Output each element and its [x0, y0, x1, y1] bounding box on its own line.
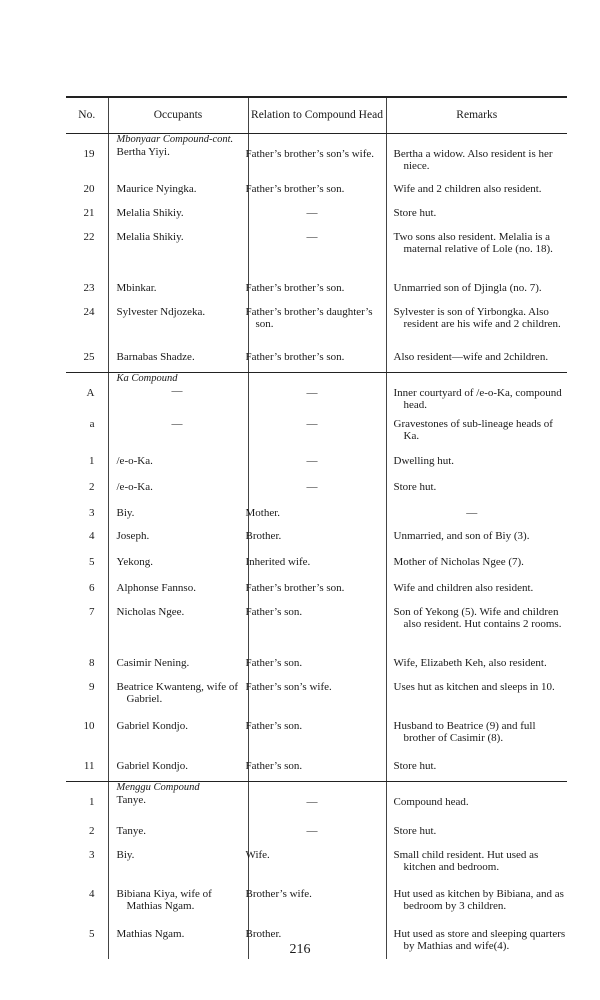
header-occupants: Occupants [108, 97, 248, 133]
cell-no: 7 [89, 606, 95, 618]
cell-occupant [108, 524, 248, 550]
cell-occupant [108, 133, 248, 177]
cell-no: 21 [83, 207, 95, 219]
occupant-name: Melalia Shikiy. [116, 231, 184, 243]
cell-occupant [108, 600, 248, 651]
table-row [66, 524, 567, 550]
cell-no: 3 [89, 849, 95, 861]
cell-relation: — [248, 819, 386, 843]
cell-no: 5 [89, 928, 95, 940]
cell-no: 1 [89, 455, 95, 467]
cell-relation: Father’s brother’s son. [248, 177, 386, 201]
cell-occupant [108, 449, 248, 475]
occupant-name: Casimir Nening. [116, 657, 190, 669]
table-row [66, 882, 567, 922]
cell-occupant [108, 276, 248, 300]
cell-relation: Brother. [248, 922, 386, 959]
occupant-name: Mathias Ngam. [116, 928, 185, 940]
occupant-name: Melalia Shikiy. [116, 207, 184, 219]
table-row [66, 412, 567, 449]
compound-section-title: Ka Compound [116, 372, 178, 384]
cell-relation: Father’s son’s wife. [248, 675, 386, 714]
cell-occupant [108, 300, 248, 345]
cell-no: 4 [89, 530, 95, 542]
table-row [66, 843, 567, 882]
cell-remarks: Two sons also resident. Melalia is a maternal relative of Lole (no. 18). [386, 225, 567, 276]
cell-relation: Father’s brother’s son’s wife. [248, 133, 386, 177]
cell-relation: — [248, 372, 386, 412]
cell-no: 8 [89, 657, 95, 669]
cell-relation: — [248, 225, 386, 276]
table-row [66, 550, 567, 576]
occupant-name: /e-o-Ka. [116, 481, 153, 493]
cell-relation: Father’s brother’s son. [248, 276, 386, 300]
cell-no: 5 [89, 556, 95, 568]
occupant-name: Barnabas Shadze. [116, 351, 195, 363]
cell-relation: — [248, 781, 386, 819]
table-row [66, 754, 567, 781]
table-row [66, 675, 567, 714]
cell-relation: Father’s son. [248, 600, 386, 651]
occupant-name: Yekong. [116, 556, 153, 568]
table-row [66, 225, 567, 276]
cell-remarks: Son of Yekong (5). Wife and children also resident. Hut contains 2 rooms. [386, 600, 567, 651]
cell-remarks: Store hut. [386, 819, 567, 843]
cell-no: a [89, 418, 95, 430]
occupant-name: Nicholas Ngee. [116, 606, 185, 618]
table-row [66, 651, 567, 675]
cell-relation: Mother. [248, 501, 386, 524]
cell-no: 9 [89, 681, 95, 693]
cell-relation: Father’s son. [248, 714, 386, 754]
occupant-name: Sylvester Ndjozeka. [116, 306, 206, 318]
cell-no: 6 [89, 582, 95, 594]
header-no: No. [66, 97, 108, 133]
cell-occupant [108, 819, 248, 843]
cell-remarks: Wife and 2 children also resident. [386, 177, 567, 201]
cell-remarks: Unmarried son of Djingla (no. 7). [386, 276, 567, 300]
cell-remarks: Store hut. [386, 754, 567, 781]
cell-relation: Father’s brother’s son. [248, 345, 386, 372]
cell-no: 25 [66, 345, 108, 372]
cell-occupant [108, 501, 248, 524]
page-number: 216 [289, 942, 311, 957]
cell-occupant [108, 754, 248, 781]
table-row [66, 177, 567, 201]
cell-no: 20 [83, 183, 95, 195]
table-row [66, 781, 567, 819]
cell-no: 24 [83, 306, 95, 318]
cell-no: 1 [89, 795, 95, 808]
cell-relation: Father’s son. [248, 651, 386, 675]
cell-remarks: Store hut. [386, 201, 567, 225]
cell-no: 2 [89, 481, 95, 493]
occupant-name: Gabriel Kondjo. [116, 760, 188, 772]
table-header [66, 97, 567, 133]
table-row [66, 576, 567, 600]
cell-remarks: Small child resident. Hut used as kitchen and bedroom. [386, 843, 567, 882]
cell-remarks: Wife and children also resident. [386, 576, 567, 600]
cell-occupant [108, 781, 248, 819]
cell-relation: Inherited wife. [248, 550, 386, 576]
cell-relation: Father’s brother’s son. [248, 576, 386, 600]
cell-remarks: Inner courtyard of /e-o-Ka, compound head. [386, 372, 567, 412]
occupant-name: — [171, 384, 183, 397]
occupant-name: /e-o-Ka. [116, 455, 153, 467]
table-row [66, 714, 567, 754]
cell-occupant [108, 576, 248, 600]
cell-no: 11 [66, 754, 108, 781]
cell-relation: — [248, 201, 386, 225]
occupant-name: Biy. [116, 507, 135, 519]
occupant-name: Bertha Yiyi. [116, 145, 170, 158]
table-row [66, 300, 567, 345]
table-row [66, 201, 567, 225]
cell-remarks: Also resident—wife and 2children. [386, 345, 567, 372]
occupant-name: Tanye. [116, 793, 146, 806]
occupant-name: Biy. [116, 849, 135, 861]
cell-occupant [108, 225, 248, 276]
occupant-name: Tanye. [116, 825, 146, 837]
occupant-name: — [171, 418, 183, 430]
table-row [66, 600, 567, 651]
cell-no: 22 [83, 231, 95, 243]
table-row [66, 501, 567, 524]
cell-remarks: Gravestones of sub-lineage heads of Ka. [386, 412, 567, 449]
occupant-name: Joseph. [116, 530, 150, 542]
cell-remarks: — [386, 501, 567, 524]
compound-section-title: Mbonyaar Compound-cont. [116, 133, 234, 145]
cell-no: A [86, 386, 95, 399]
table-row [66, 372, 567, 412]
cell-relation: Father’s brother’s daughter’s son. [248, 300, 386, 345]
cell-occupant [108, 412, 248, 449]
cell-remarks: Sylvester is son of Yirbongka. Also resident are his wife and 2 children. [386, 300, 567, 345]
cell-no: 23 [83, 282, 95, 294]
cell-remarks: Store hut. [386, 475, 567, 501]
cell-no: 19 [83, 147, 95, 160]
occupant-name: Beatrice Kwanteng, wife of Gabriel. [116, 681, 239, 705]
cell-relation: — [248, 449, 386, 475]
occupant-name: Gabriel Kondjo. [116, 720, 188, 732]
occupant-name: Maurice Nyingka. [116, 183, 197, 195]
table-row [66, 449, 567, 475]
table-row [66, 819, 567, 843]
compound-occupants-table [66, 96, 567, 959]
cell-relation: — [248, 412, 386, 449]
cell-remarks: Husband to Beatrice (9) and full brother of Casimir (8). [386, 714, 567, 754]
cell-relation: Brother. [248, 524, 386, 550]
cell-occupant [108, 675, 248, 714]
cell-no: 2 [89, 825, 95, 837]
cell-relation: — [248, 475, 386, 501]
cell-remarks: Hut used as store and sleeping quarters by Mathias and wife(4). [386, 922, 567, 959]
cell-remarks: Uses hut as kitchen and sleeps in 10. [386, 675, 567, 714]
occupant-name: Mbinkar. [116, 282, 157, 294]
cell-remarks: Wife, Elizabeth Keh, also resident. [386, 651, 567, 675]
cell-no: 4 [89, 888, 95, 900]
cell-relation: Father’s son. [248, 754, 386, 781]
table-body [66, 133, 567, 959]
table-row [66, 345, 567, 372]
cell-remarks: Unmarried, and son of Biy (3). [386, 524, 567, 550]
cell-remarks: Mother of Nicholas Ngee (7). [386, 550, 567, 576]
cell-occupant [108, 475, 248, 501]
header-relation: Relation to Compound Head [248, 97, 386, 133]
cell-occupant [108, 372, 248, 412]
cell-relation: Brother’s wife. [248, 882, 386, 922]
table-row [66, 475, 567, 501]
cell-occupant [108, 201, 248, 225]
cell-remarks: Bertha a widow. Also resident is her niece. [386, 133, 567, 177]
table-row [66, 133, 567, 177]
cell-no: 10 [83, 720, 95, 732]
occupant-name: Bibiana Kiya, wife of Mathias Ngam. [116, 888, 212, 912]
cell-occupant [108, 550, 248, 576]
cell-occupant [108, 882, 248, 922]
cell-no: 3 [89, 507, 95, 519]
cell-occupant [108, 177, 248, 201]
table-row [66, 276, 567, 300]
cell-remarks: Compound head. [386, 781, 567, 819]
cell-remarks: Hut used as kitchen by Bibiana, and as bedroom by 3 children. [386, 882, 567, 922]
compound-section-title: Menggu Compound [116, 781, 200, 793]
occupant-name: Alphonse Fannso. [116, 582, 196, 594]
cell-relation: Wife. [248, 843, 386, 882]
cell-occupant [108, 714, 248, 754]
cell-occupant [108, 651, 248, 675]
header-remarks: Remarks [386, 97, 567, 133]
cell-occupant [108, 345, 248, 372]
cell-occupant [108, 843, 248, 882]
cell-remarks: Dwelling hut. [386, 449, 567, 475]
